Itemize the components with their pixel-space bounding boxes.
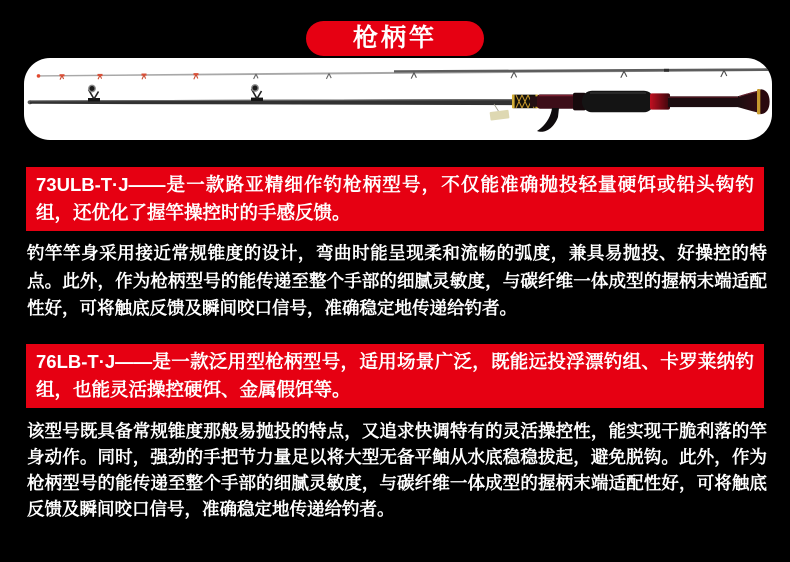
- model-description-73ulb: [27, 240, 767, 323]
- title-badge-label: 枪柄竿: [352, 24, 437, 52]
- model-description-73ulb-text: 钓竿竿身采用接近常规锥度的设计，弯曲时能呈现柔和流畅的弧度，兼具易抛投、好操控的特点。此外，作为枪柄型号的能传递至整个手部的细腻灵敏度，与碳纤维一体成型的握柄末端适配性好，可将触底反馈及瞬间咬口信号，准确稳定地传递给钓者。: [27, 243, 767, 318]
- model-description-76lb-text: 该型号既具备常规锥度那般易抛投的特点，又追求快调特有的灵活操控性，能实现干脆利落的竿身动作。同时，强劲的手把节力量足以将大型无备平鲉从水底稳稳拔起，避免脱钩。此外，作为枪柄型号的能传递至整个手部的细腻灵敏度，与碳纤维一体成型的握柄末端适配性好，可将触底反馈及瞬间咬口信号，准确稳定地传递给钓者。: [27, 421, 767, 519]
- model-description-76lb: [27, 418, 767, 522]
- rod-photo: [24, 58, 772, 140]
- product-photo-panel: [24, 58, 772, 140]
- model-banner-76lb-text: 76LB-T·J——是一款泛用型枪柄型号，适用场景广泛，既能远投浮漂钓组、卡罗莱纳钓组，也能灵活操控硬饵、金属假饵等。: [36, 351, 754, 400]
- model-banner-73ulb-text: 73ULB-T·J——是一款路亚精细作钓枪柄型号，不仅能准确抛投轻量硬饵或铅头钩钓组，还优化了握竿操控时的手感反馈。: [36, 174, 754, 223]
- model-banner-73ulb: [26, 167, 764, 231]
- title-badge: [306, 21, 484, 56]
- model-banner-76lb: [26, 344, 764, 408]
